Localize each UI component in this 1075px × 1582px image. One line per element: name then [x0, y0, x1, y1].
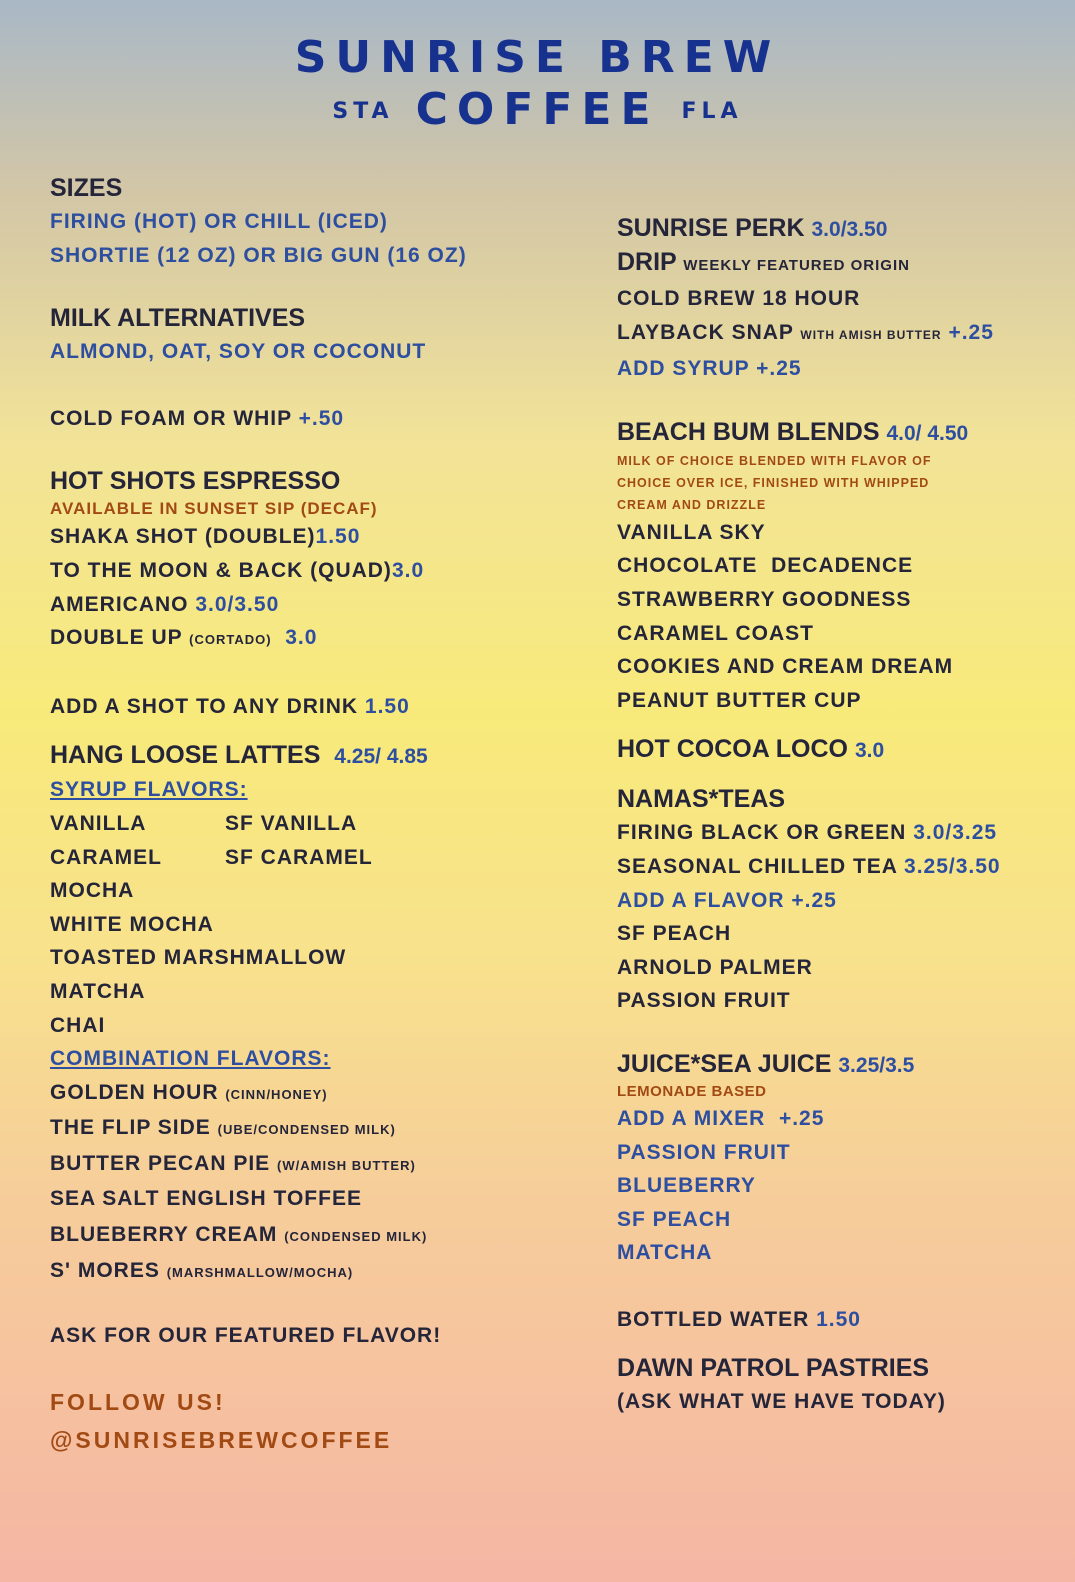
beach-note: CHOICE OVER ICE, FINISHED WITH WHIPPED [617, 475, 930, 490]
foam-item [50, 402, 570, 436]
brand-coffee: COFFEE [415, 84, 660, 135]
menu-item [617, 850, 1062, 884]
combo-note: (MARSHMALLOW/MOCHA) [166, 1264, 354, 1280]
combo-note: (UBE/CONDENSED MILK) [217, 1122, 396, 1138]
item-note: (CORTADO) [189, 632, 272, 648]
pastries-heading: DAWN PATROL PASTRIES [617, 1354, 930, 1383]
combo-note: (CINN/HONEY) [225, 1086, 328, 1102]
item-price: 3.0/3.50 [811, 218, 888, 241]
sizes-line: SHORTIE (12 OZ) OR BIG GUN (16 OZ) [50, 243, 467, 267]
combo-name: GOLDEN HOUR [50, 1080, 219, 1104]
item-price: 1.50 [816, 1307, 861, 1331]
sizes-heading: SIZES [50, 174, 123, 202]
syrup-flavor: MOCHA [50, 879, 135, 903]
menu-item [50, 621, 570, 657]
lattes-price: 4.25/ 4.85 [334, 745, 428, 769]
brand-right-tag: FLA [681, 99, 743, 124]
combo-flavor [50, 1218, 570, 1254]
menu-right-column [617, 212, 1062, 1419]
item-label: DOUBLE UP [50, 626, 183, 650]
juice-title: JUICE*SEA JUICE [617, 1049, 832, 1078]
combo-name: BLUEBERRY CREAM [50, 1223, 278, 1247]
item-label: SEASONAL CHILLED TEA [617, 854, 898, 878]
syrup-row [50, 841, 570, 875]
combo-flavor [50, 1254, 570, 1290]
combo-flavor [50, 1147, 570, 1183]
menu-item [617, 212, 1062, 246]
juice-heading [617, 1048, 1062, 1082]
syrup-flavor: SF VANILLA [225, 811, 358, 835]
blend-item: STRAWBERRY GOODNESS [617, 587, 912, 611]
brand-subtitle [0, 84, 1075, 135]
item-price: 3.0 [285, 626, 318, 650]
combo-name: S' MORES [50, 1258, 160, 1282]
item-label: SHAKA SHOT (DOUBLE) [50, 525, 316, 549]
syrup-flavor: SF CARAMEL [225, 845, 373, 869]
brand-name: SUNRISE BREW [294, 32, 781, 83]
item-label: SUNRISE PERK [617, 214, 805, 242]
combo-flavor [50, 1182, 570, 1218]
combo-name: SEA SALT ENGLISH TOFFEE [50, 1187, 362, 1211]
syrup-flavor: CHAI [50, 1013, 106, 1037]
menu-item [617, 816, 1062, 850]
menu-item [50, 588, 570, 622]
blend-item: CARAMEL COAST [617, 621, 814, 645]
item-note: WEEKLY FEATURED ORIGIN [683, 257, 910, 274]
tea-flavor: SF PEACH [617, 922, 732, 946]
item-price: 3.0 [854, 739, 885, 763]
beach-heading [617, 416, 1062, 450]
lattes-heading [50, 739, 570, 773]
menu-item [617, 246, 1062, 282]
combo-note: (CONDENSED MILK) [284, 1229, 428, 1245]
beach-title: BEACH BUM BLENDS [617, 417, 880, 446]
item-label: HOT COCOA LOCO [617, 735, 849, 764]
juice-mixer: SF PEACH [617, 1207, 732, 1231]
item-label: BOTTLED WATER [617, 1307, 810, 1331]
blend-item: CHOCOLATE DECADENCE [617, 554, 914, 578]
tea-flavor: ARNOLD PALMER [617, 955, 813, 979]
blend-item: VANILLA SKY [617, 520, 766, 544]
syrup-flavor: WHITE MOCHA [50, 912, 214, 936]
syrup-flavor: TOASTED MARSHMALLOW [50, 946, 347, 970]
combo-flavor [50, 1111, 570, 1147]
syrup-row [50, 807, 570, 841]
pastries-note: (ASK WHAT WE HAVE TODAY) [617, 1390, 946, 1414]
menu-item: COLD BREW 18 HOUR [617, 287, 861, 310]
add-mixer: ADD A MIXER +.25 [617, 1106, 825, 1130]
menu-left-column [50, 172, 570, 1459]
juice-mixer: PASSION FRUIT [617, 1140, 791, 1164]
menu-item [50, 690, 570, 724]
featured-flavor-note: ASK FOR OUR FEATURED FLAVOR! [50, 1324, 442, 1348]
combo-name: THE FLIP SIDE [50, 1116, 211, 1140]
syrup-heading: SYRUP FLAVORS: [50, 778, 248, 802]
menu-item [617, 733, 1062, 767]
syrup-flavor: VANILLA [50, 811, 147, 835]
item-price: 1.50 [364, 694, 410, 718]
beach-note: MILK OF CHOICE BLENDED WITH FLAVOR OF [617, 453, 932, 468]
menu-item [617, 316, 1062, 353]
item-label: FIRING BLACK OR GREEN [617, 821, 907, 845]
item-price: 3.0 [391, 558, 425, 582]
blend-item: COOKIES AND CREAM DREAM [617, 655, 954, 679]
syrup-flavor: MATCHA [50, 979, 146, 1003]
foam-label: COLD FOAM OR WHIP [50, 406, 292, 430]
item-label: ADD A SHOT TO ANY DRINK [50, 694, 359, 718]
juice-note: LEMONADE BASED [617, 1082, 767, 1100]
item-label: TO THE MOON & BACK (QUAD) [50, 558, 392, 582]
combo-flavor [50, 1076, 570, 1112]
item-price: 3.25/3.50 [904, 854, 1001, 878]
milk-options: ALMOND, OAT, SOY OR COCONUT [50, 340, 427, 364]
syrup-flavor: CARAMEL [50, 845, 162, 869]
juice-mixer: BLUEBERRY [617, 1174, 756, 1198]
menu-item [50, 520, 570, 554]
add-flavor: ADD A FLAVOR +.25 [617, 888, 837, 912]
follow-us: FOLLOW US! [50, 1388, 226, 1415]
tea-flavor: PASSION FRUIT [617, 989, 791, 1013]
item-price: 3.0/3.50 [195, 592, 280, 616]
espresso-heading: HOT SHOTS ESPRESSO [50, 467, 341, 496]
social-handle: @SUNRISEBREWCOFFEE [50, 1426, 393, 1453]
add-syrup: ADD SYRUP +.25 [617, 357, 802, 381]
combo-name: BUTTER PECAN PIE [50, 1151, 271, 1175]
item-price: 1.50 [315, 525, 361, 549]
item-label: AMERICANO [50, 592, 189, 616]
item-price: 3.0/3.25 [913, 821, 998, 845]
brand-left-tag: STA [332, 99, 394, 124]
juice-price: 3.25/3.5 [838, 1053, 915, 1077]
teas-heading: NAMAS*TEAS [617, 785, 786, 814]
combo-heading: COMBINATION FLAVORS: [50, 1047, 331, 1071]
beach-note: CREAM AND DRIZZLE [617, 497, 767, 512]
item-label: DRIP [617, 248, 677, 276]
beach-price: 4.0/ 4.50 [886, 421, 969, 445]
item-label: LAYBACK SNAP [617, 320, 794, 344]
menu-item [617, 1303, 1062, 1337]
menu-item [50, 554, 570, 588]
item-note: WITH AMISH BUTTER [800, 327, 942, 342]
lattes-title: HANG LOOSE LATTES [50, 741, 321, 770]
milk-heading: MILK ALTERNATIVES [50, 304, 306, 333]
item-price: +.25 [948, 320, 994, 344]
sizes-line: FIRING (HOT) OR CHILL (ICED) [50, 210, 388, 233]
foam-price: +.50 [298, 406, 345, 430]
combo-note: (W/AMISH BUTTER) [277, 1157, 416, 1173]
blend-item: PEANUT BUTTER CUP [617, 688, 862, 712]
espresso-note: AVAILABLE IN SUNSET SIP (DECAF) [50, 499, 378, 519]
juice-mixer: MATCHA [617, 1241, 713, 1265]
